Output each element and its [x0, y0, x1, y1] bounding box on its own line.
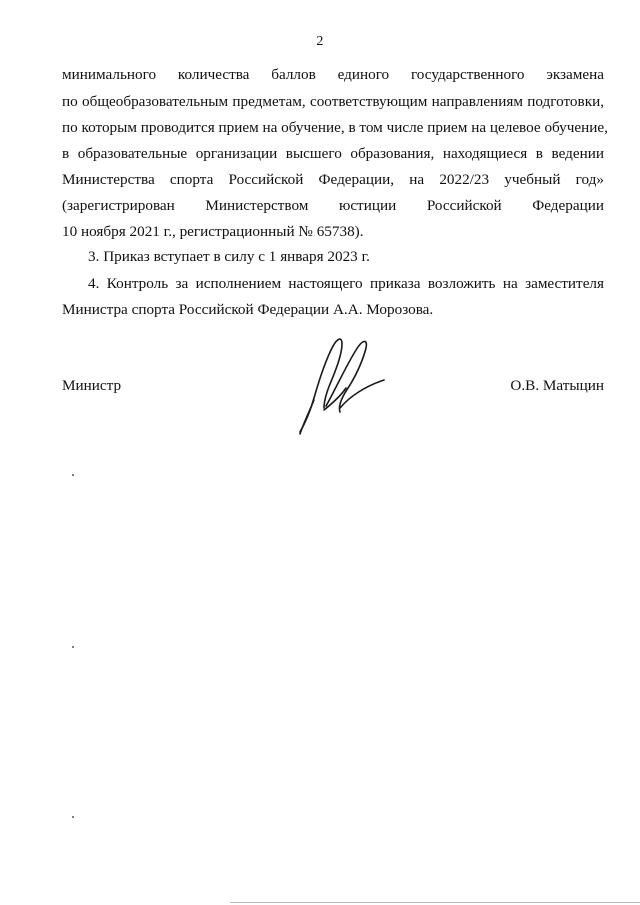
body-line-7: 10 ноября 2021 г., регистрационный № 65738).: [62, 223, 364, 240]
body-line-2: по общеобразовательным предметам, соответствующим направлениям подготовки,: [62, 93, 604, 110]
scan-speck: [72, 816, 74, 818]
handwritten-signature: [290, 330, 400, 440]
scan-edge-line: [230, 902, 640, 903]
body-line-1: минимального количества баллов единого государственного экзамена: [62, 66, 604, 83]
body-line-4: в образовательные организации высшего образования, находящиеся в ведении: [62, 145, 604, 162]
page-number: 2: [316, 34, 324, 49]
scan-speck: [72, 646, 74, 648]
signatory-name: О.В. Матыцин: [510, 377, 604, 394]
body-line-3: по которым проводится прием на обучение, в том числе прием на целевое обучение,: [62, 119, 608, 136]
paragraph-item-4-line-2: Министра спорта Российской Федерации А.А. Морозова.: [62, 301, 434, 318]
scan-speck: [72, 474, 74, 476]
paragraph-item-4-line-1: 4. Контроль за исполнением настоящего приказа возложить на заместителя: [88, 275, 604, 292]
signatory-title: Министр: [62, 377, 122, 394]
body-line-6: (зарегистрирован Министерством юстиции Российской Федерации: [62, 197, 604, 214]
body-line-5: Министерства спорта Российской Федерации, на 2022/23 учебный год»: [62, 171, 604, 188]
paragraph-item-3: 3. Приказ вступает в силу с 1 января 2023 г.: [88, 248, 370, 265]
